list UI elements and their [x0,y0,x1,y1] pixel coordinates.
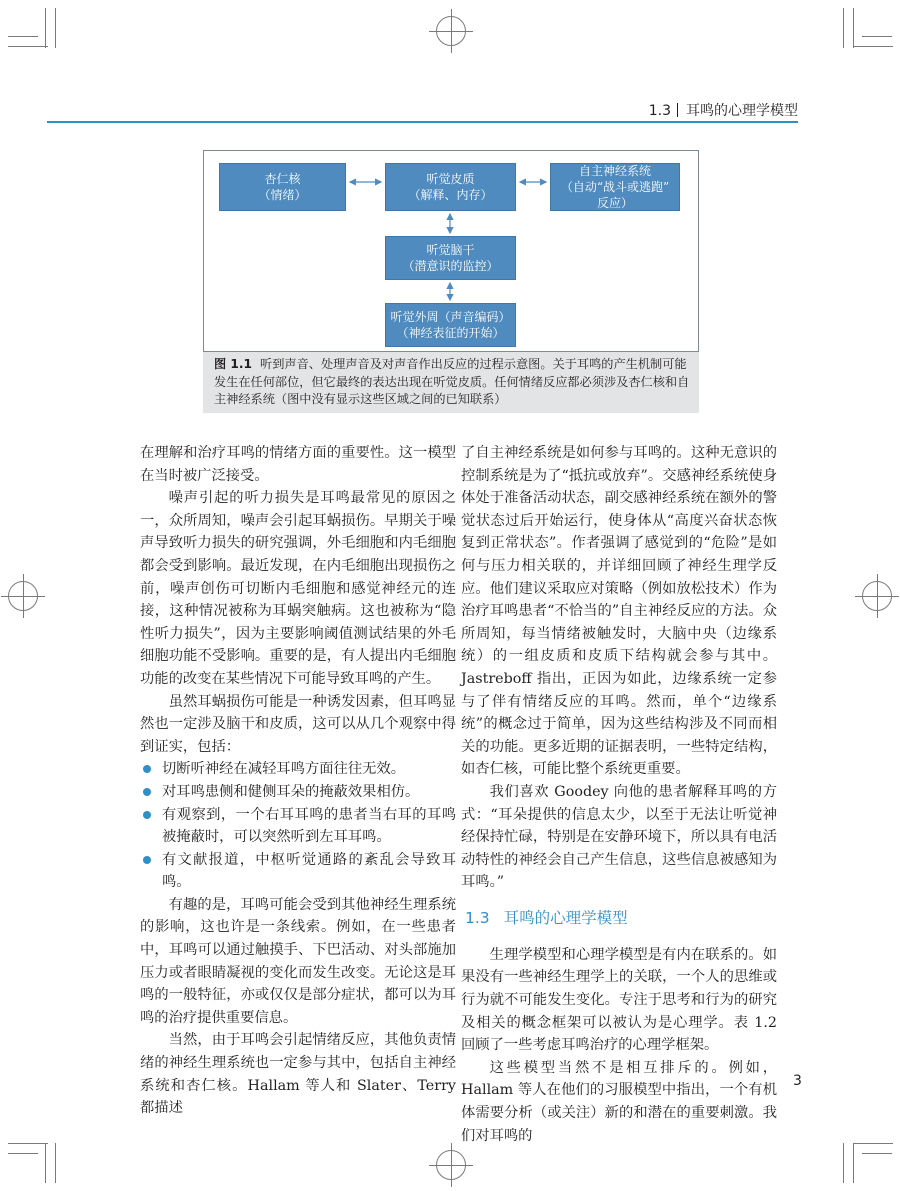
box-amygdala-sub: （情绪） [258,188,307,202]
right-para-3: 生理学模型和心理学模型是有内在联系的。如果没有一些神经生理学上的关联，一个人的思维或行为就不可能发生变化。专注于思考和行为的研究及相关的概念框架可以被认为是心理学。表 1.2 回顾了一些考虑耳鸣治疗的心理学框架。 [461,946,777,1054]
figure-1-1 [203,150,699,413]
list-item-text: 有文献报道，中枢听觉通路的紊乱会导致耳鸣。 [162,851,456,891]
box-ans-sub2: 反应） [596,196,633,210]
box-ans-title: 自主神经系统 [578,164,651,178]
right-para-4: 这些模型当然不是相互排斥的。例如，Hallam 等人在他们的习服模型中指出，一个有机体需要分析（或关注）新的和潜在的重要刺激。我们对耳鸣的 [461,1059,777,1144]
list-item-text: 切断听神经在减轻耳鸣方面往往无效。 [162,761,406,778]
left-para-4: 有趣的是，耳鸣可能会受到其他神经生理系统的影响，这也许是一条线索。例如，在一些患者中，耳鸣可以通过触摸手、下巴活动、对头部施加压力或者眼睛凝视的变化而发生改变。无论这是耳鸣的一般特征，亦或仅仅是部分症状，都可以为耳鸣的治疗提供重要信息。 [140,896,456,1026]
right-para-2: 我们喜欢 Goodey 向他的患者解释耳鸣的方式：“耳朵提供的信息太少，以至于无法让听觉神经保持忙碌，特别是在安静环境下，所以具有电活动特性的神经会自己产生信息，这些信息被感知为耳鸣。” [461,783,777,891]
bullet-dot-icon [143,856,151,864]
list-item [140,758,456,781]
diagram-arrows [204,151,700,353]
bullet-dot-icon [143,788,151,796]
box-cortex-sub: （解释、内存） [408,188,493,202]
box-cortex-title: 听觉皮质 [426,172,475,186]
header-title: 耳鸣的心理学模型 [686,103,798,119]
figure-caption [214,356,692,409]
left-column [140,442,456,1120]
header-rule [47,121,798,123]
left-para-1: 在理解和治疗耳鸣的情绪方面的重要性。这一模型在当时被广泛接受。 [140,445,456,484]
list-item [140,849,456,894]
section-title: 耳鸣的心理学模型 [503,908,628,927]
running-header [649,100,798,120]
box-periphery-title: 听觉外周（声音编码） [390,310,511,324]
box-ans-sub1: （自动“战斗或逃跑” [560,180,670,194]
figure-diagram [203,150,699,352]
right-column [461,442,777,1147]
caption-label: 图 1.1 [214,357,253,371]
left-para-2: 噪声引起的听力损失是耳鸣最常见的原因之一，众所周知，噪声会引起耳蜗损伤。早期关于噪声导致听力损失的研究强调，外毛细胞和内毛细胞都会受到影响。最近发现，在内毛细胞出现损伤之前，噪声创伤可切断内毛细胞和感觉神经元的连接，这种情况被称为耳蜗突触病。这也被称为“隐性听力损失”，因为主要影响阈值测试结果的外毛细胞功能不受影响。重要的是，有人提出内毛细胞功能的改变在某些情况下可能导致耳鸣的产生。 [140,490,456,687]
header-number: 1.3 [648,103,671,119]
list-item [140,781,456,804]
bullet-dot-icon [143,811,151,819]
left-para-5: 当然，由于耳鸣会引起情绪反应，其他负责情绪的神经生理系统也一定参与其中，包括自主神经系统和杏仁核。Hallam 等人和 Slater、Terry 都描述 [140,1032,456,1117]
box-amygdala-title: 杏仁核 [264,172,301,186]
bullet-dot-icon [143,765,151,773]
caption-text: 听到声音、处理声音及对声音作出反应的过程示意图。关于耳鸣的产生机制可能发生在任何部位，但它最终的表达出现在听觉皮质。任何情绪反应都必须涉及杏仁核和自主神经系统（图中没有显示这些区域之间的已知联系） [214,357,690,406]
list-item-text: 有观察到，一个右耳耳鸣的患者当右耳的耳鸣被掩蔽时，可以突然听到左耳耳鸣。 [162,806,456,846]
page-number: 3 [793,1073,802,1089]
right-para-1: 了自主神经系统是如何参与耳鸣的。这种无意识的控制系统是为了“抵抗或放弃”。交感神经系统使身体处于准备活动状态，副交感神经系统在额外的警觉状态过后开始运行，使身体从“高度兴奋状态恢复到正常状态”。作者强调了感觉到的“危险”是如何与压力相关联的，并详细回顾了神经生理学反应。他们建议采取应对策略（例如放松技术）作为治疗耳鸣患者“不恰当的”自主神经反应的方法。众所周知，每当情绪被触发时，大脑中央（边缘系统）的一组皮质和皮质下结构就会参与其中。Jastreboff 指出，正因为如此，边缘系统一定参与了伴有情绪反应的耳鸣。然而，单个“边缘系统”的概念过于简单，因为这些结构涉及不同而相关的功能。更多近期的证据表明，一些特定结构，如杏仁核，可能比整个系统更重要。 [461,445,777,778]
section-heading [465,907,777,929]
box-periphery-sub: （神经表征的开始） [396,326,505,340]
section-number: 1.3 [465,908,490,927]
box-brainstem-sub: （潜意识的监控） [402,259,499,273]
list-item-text: 对耳鸣患侧和健侧耳朵的掩蔽效果相仿。 [162,783,420,800]
box-brainstem-title: 听觉脑干 [426,243,475,257]
list-item [140,804,456,849]
left-para-3: 虽然耳蜗损伤可能是一种诱发因素，但耳鸣显然也一定涉及脑干和皮质，这可以从几个观察中得到证实，包括： [140,693,456,755]
